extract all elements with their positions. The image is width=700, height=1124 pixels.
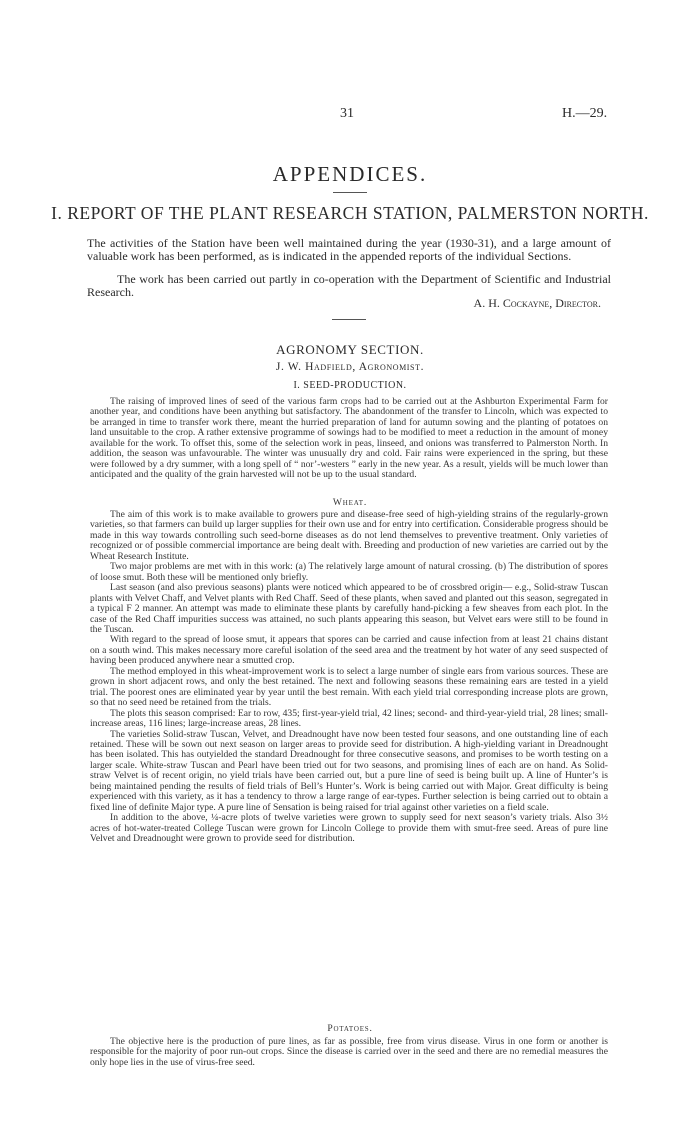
- potatoes-heading: Potatoes.: [327, 1023, 373, 1034]
- section-author: J. W. Hadfield, Agronomist.: [275, 361, 425, 373]
- wheat-heading: Wheat.: [332, 497, 368, 508]
- signature: A. H. Cockayne, Director.: [473, 296, 601, 310]
- paragraph: The plots this season comprised: Ear to row, 435; first-year-yield trial, 42 lines; second- and third-year-yield trial, 28 lines; small-increase areas, 116 lines; large-increase areas, 28 lines.: [90, 707, 608, 730]
- paragraph: The aim of this work is to make available to growers pure and disease-free seed of high-yielding strains of the regularly-grown varieties, so that farmers can build up larger supplies for their own use and for entry into certification. Considerable progress should be made in this way towards controlling such seed-borne diseases as do not lend themselves to preventive treatment. Only varieties of recognized or of possible commercial importance are being dealt with. Breeding and production of new varieties are carried out by the Wheat Research Institute.: [90, 509, 609, 562]
- paragraph: The objective here is the production of pure lines, as far as possible, free from virus disease. Virus in one form or another is responsible for the majority of poor run-out crops. Since the disease is carried over in the seed and there are no remedial measures the only hope lies in the use of virus-free seed.: [90, 1036, 608, 1068]
- paragraph: The method employed in this wheat-improvement work is to select a large number of single ears from various sources. These are grown in short adjacent rows, and only the best retained. The next and following seasons these remaining ears are tested in a yield trial. The poorest ones are eliminated year by year until the best remain. With each yield trial corresponding increase plots are grown, so that no seed need be retained from the trials.: [90, 665, 608, 709]
- divider: [332, 319, 366, 320]
- section-title: AGRONOMY SECTION.: [276, 342, 424, 357]
- intro-paragraph: The activities of the Station have been well maintained during the year (1930-31), and a large amount of valuable work has been performed, as is indicated in the appended reports of the individual Sections.: [87, 236, 611, 263]
- page-number: 31: [340, 106, 354, 121]
- intro-paragraph: The work has been carried out partly in co-operation with the Department of Scientific and Industrial Research.: [87, 272, 611, 299]
- agronomy-body: [90, 397, 608, 481]
- wheat-body: [90, 510, 608, 845]
- paragraph: Last season (and also previous seasons) plants were noticed which appeared to be of crossbred origin— e.g., Solid-straw Tuscan plants with Velvet Chaff, and Velvet plants with Red Chaff. Seed of these plants, when saved and planted out this season, segregated in a typical F 2 manner. An attempt was made to eliminate these plants by carefully hand-picking a few sheaves from each plot. In the case of the Red Chaff impurities success was attained, no such plants appearing this season, but Velvet ears were still to be found in the Tuscan.: [90, 582, 608, 635]
- potatoes-body: [90, 1037, 608, 1068]
- subsection-heading: I. SEED-PRODUCTION.: [293, 380, 407, 391]
- paragraph: The raising of improved lines of seed of the various farm crops had to be carried out at the Ashburton Experimental Farm for another year, and conditions have been anything but satisfactory. The abandonment of the transfer to Lincoln, which was expected to be arranged in time to transfer work there, meant the hurried preparation of land for autumn sowing and the planting of potatoes on land unsuitable to the crop. A rather extensive programme of sowings had to be modified to meet a reduction in the amount of money available for the work. To offset this, some of the selection work in peas, linseed, and onions was transferred to Palmerston North. In addition, the season was unfavourable. The winter was unusually dry and cold. Fair rains were experienced in the spring, but these were followed by a dry summer, with a long spell of “ nor’-westers ” early in the new year. As a result, yields will be much lower than anticipated and the quality of the grain harvested will not be up to the usual standard.: [90, 396, 608, 481]
- paragraph: With regard to the spread of loose smut, it appears that spores can be carried and cause infection from at least 21 chains distant on a south wind. This makes necessary more careful isolation of the seed area and the treatment by hot water of any seed suspected of having been produced anywhere near a smutted crop.: [90, 634, 608, 667]
- appendices-heading: APPENDICES.: [272, 162, 428, 186]
- paragraph: In addition to the above, ¼-acre plots of twelve varieties were grown to supply seed for next season’s variety trials. Also 3½ acres of hot-water-treated College Tuscan were grown for Lincoln College to provide them with smut-free seed. Areas of pure line Velvet and Dreadnought were grown to provide seed for distribution.: [90, 812, 608, 845]
- paragraph: Two major problems are met with in this work: (a) The relatively large amount of natural crossing. (b) The distribution of spores of loose smut. Both these will be mentioned only briefly.: [90, 561, 608, 583]
- divider: [333, 192, 367, 193]
- document-reference: H.—29.: [562, 106, 608, 121]
- paragraph: The varieties Solid-straw Tuscan, Velvet, and Dreadnought have now been tested four seasons, and one outstanding line of each retained. These will be sown out next season on larger areas to provide seed for distribution. A high-yielding variant in Dreadnought has been isolated. This has outyielded the standard Dreadnought for three consecutive seasons, and promises to be worth testing on a larger scale. White-straw Tuscan and Pearl have been tried out for two seasons, and promising lines of each are on hand. As Solid-straw Velvet is of recent origin, no yield trials have been carried out, but a pure line of seed is being built up. A line of Hunter’s is being maintained pending the results of field trials of Bell’s Hunter’s. Work is being carried out with Major. Great difficulty is being experienced with this variety, as it has a tendency to throw a large range of ear-types. Further selection is being carried out to obtain a fixed line of definite Major type. A pure line of Sensation is being raised for trial against other varieties on a field scale.: [90, 728, 608, 813]
- report-title: I. REPORT OF THE PLANT RESEARCH STATION, PALMERSTON NORTH.: [51, 203, 649, 223]
